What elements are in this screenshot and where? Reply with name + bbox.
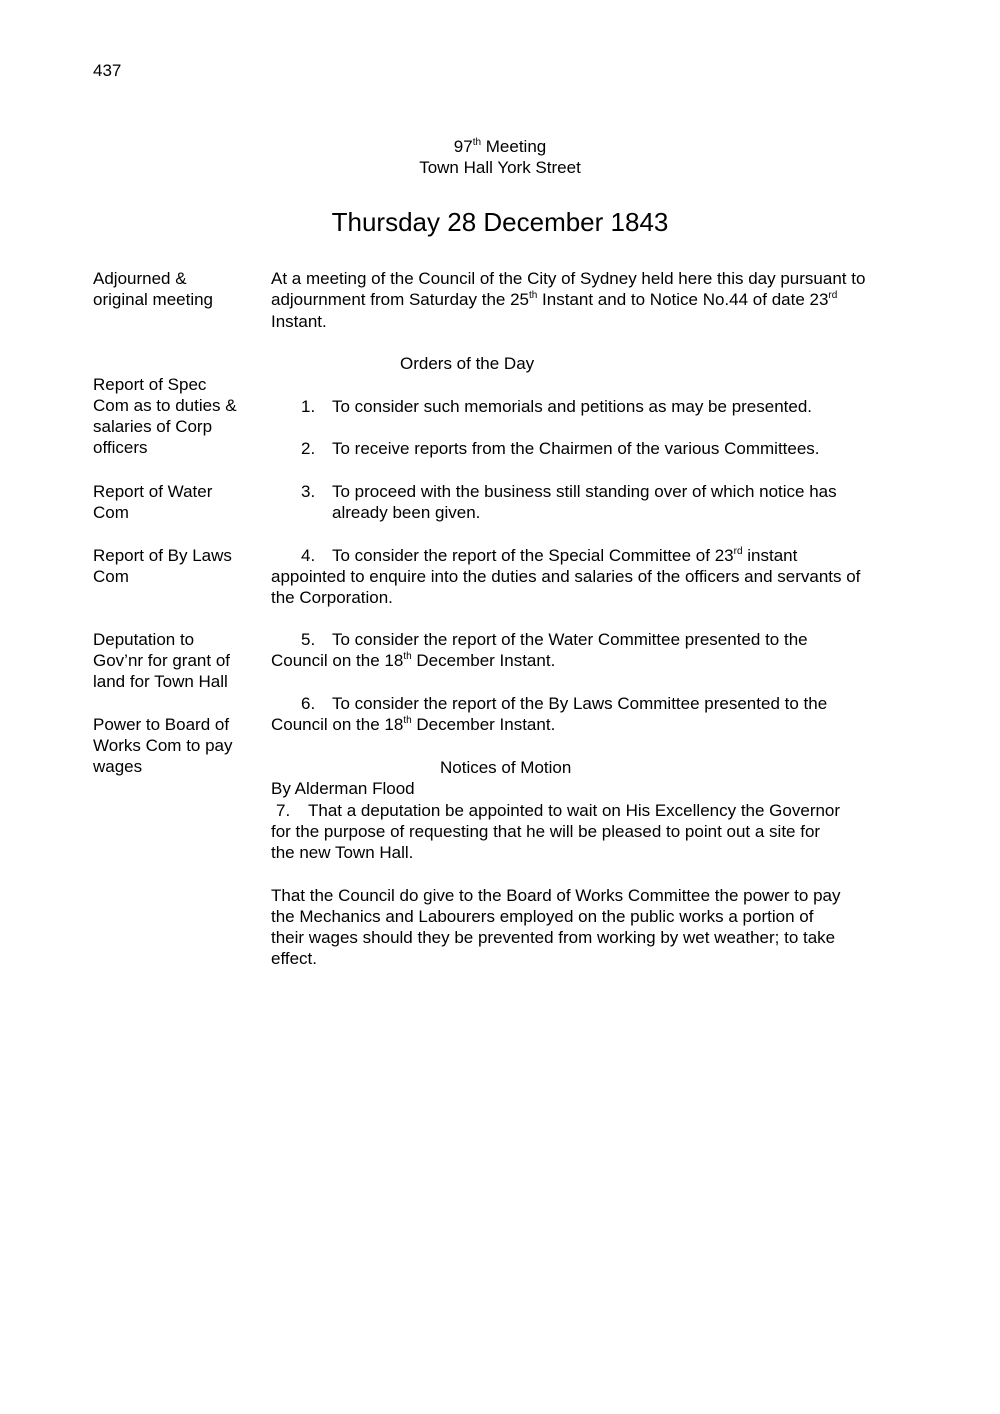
page-number: 437 — [93, 61, 122, 80]
margin-note-line: salaries of Corp — [93, 417, 213, 436]
opening-text: Instant and to Notice No.44 of date 23 — [537, 290, 829, 309]
ordinal-suffix: rd — [828, 290, 838, 301]
item-3-text-line-2: already been given. — [332, 503, 481, 522]
margin-note-line: Works Com to pay — [93, 736, 233, 755]
meeting-date: Thursday 28 December 1843 — [331, 207, 669, 237]
margin-note-water-com — [93, 481, 263, 523]
item-4-text-line-2: appointed to enquire into the duties and salaries of the officers and servants of — [271, 567, 861, 586]
margin-note-line: Adjourned & — [93, 269, 187, 288]
motion-8-line-4: effect. — [271, 949, 317, 968]
opening-line-1: At a meeting of the Council of the City of Sydney held here this day pursuant to — [271, 269, 866, 288]
item-2-number: 2. — [301, 439, 316, 458]
opening-line-2 — [271, 289, 889, 310]
ordinal-suffix: th — [528, 290, 538, 301]
motion-8-line-2: the Mechanics and Labourers employed on the public works a portion of — [271, 907, 814, 926]
item-4-text: To consider the report of the Special Committee of 23 — [332, 546, 734, 565]
margin-note-spec-com — [93, 374, 263, 458]
margin-note-line: Gov’nr for grant of — [93, 651, 231, 670]
item-6-number: 6. — [301, 694, 316, 713]
motion-8-line-1: That the Council do give to the Board of Works Committee the power to pay — [271, 886, 841, 905]
notices-by: By Alderman Flood — [271, 779, 415, 798]
margin-note-line: Report of By Laws — [93, 546, 232, 565]
margin-note-line: Report of Water — [93, 482, 213, 501]
item-6-text: Council on the 18 — [271, 715, 404, 734]
item-4-number: 4. — [301, 546, 316, 565]
meeting-location: Town Hall York Street — [419, 158, 581, 177]
item-4-text: instant — [742, 546, 798, 565]
item-3-text-line-1: To proceed with the business still standing over of which notice has — [332, 482, 837, 501]
margin-note-line: Power to Board of — [93, 715, 230, 734]
notices-heading: Notices of Motion — [440, 758, 572, 777]
item-6-text: December Instant. — [411, 715, 556, 734]
meeting-word: Meeting — [481, 137, 547, 156]
motion-8-line-3: their wages should they be prevented from working by wet weather; to take — [271, 928, 836, 947]
item-5-text-line-2 — [271, 650, 889, 671]
margin-note-power-board — [93, 714, 263, 777]
margin-note-line: original meeting — [93, 290, 214, 309]
item-4-text-line-3: the Corporation. — [271, 588, 393, 607]
orders-heading: Orders of the Day — [400, 354, 535, 373]
margin-note-line: officers — [93, 438, 148, 457]
item-3-number: 3. — [301, 482, 316, 501]
margin-note-line: Deputation to — [93, 630, 195, 649]
item-6-text-line-2 — [271, 714, 889, 735]
meeting-number — [0, 137, 1000, 157]
motion-7-line-3: the new Town Hall. — [271, 843, 414, 862]
item-5-text: December Instant. — [411, 651, 556, 670]
motion-7-line-2: for the purpose of requesting that he will be pleased to point out a site for — [271, 822, 821, 841]
margin-note-line: Com — [93, 503, 129, 522]
item-5-text-line-1: To consider the report of the Water Committee presented to the — [332, 630, 808, 649]
ordinal-suffix: rd — [733, 546, 743, 557]
margin-note-deputation — [93, 629, 263, 692]
item-4-text-line-1 — [332, 545, 797, 566]
motion-7-number: 7. — [276, 801, 291, 820]
ordinal-suffix: th — [403, 715, 412, 726]
opening-text: adjournment from Saturday the 25 — [271, 290, 529, 309]
opening-line-3: Instant. — [271, 312, 327, 331]
margin-note-adjourned — [93, 268, 263, 310]
item-1-text: To consider such memorials and petitions as may be presented. — [332, 397, 813, 416]
margin-note-line: Com as to duties & — [93, 396, 237, 415]
item-5-number: 5. — [301, 630, 316, 649]
margin-note-line: wages — [93, 757, 143, 776]
motion-7-line-1: That a deputation be appointed to wait on His Excellency the Governor — [308, 801, 841, 820]
margin-note-line: Com — [93, 567, 129, 586]
margin-note-line: land for Town Hall — [93, 672, 228, 691]
item-2-text: To receive reports from the Chairmen of the various Committees. — [332, 439, 820, 458]
item-6-text-line-1: To consider the report of the By Laws Committee presented to the — [332, 694, 828, 713]
item-5-text: Council on the 18 — [271, 651, 404, 670]
item-1-number: 1. — [301, 397, 316, 416]
ordinal-suffix: th — [403, 651, 412, 662]
meeting-number-suffix: th — [472, 137, 482, 148]
margin-note-by-laws-com — [93, 545, 263, 587]
meeting-number-value: 97 — [453, 137, 473, 156]
margin-note-line: Report of Spec — [93, 375, 207, 394]
